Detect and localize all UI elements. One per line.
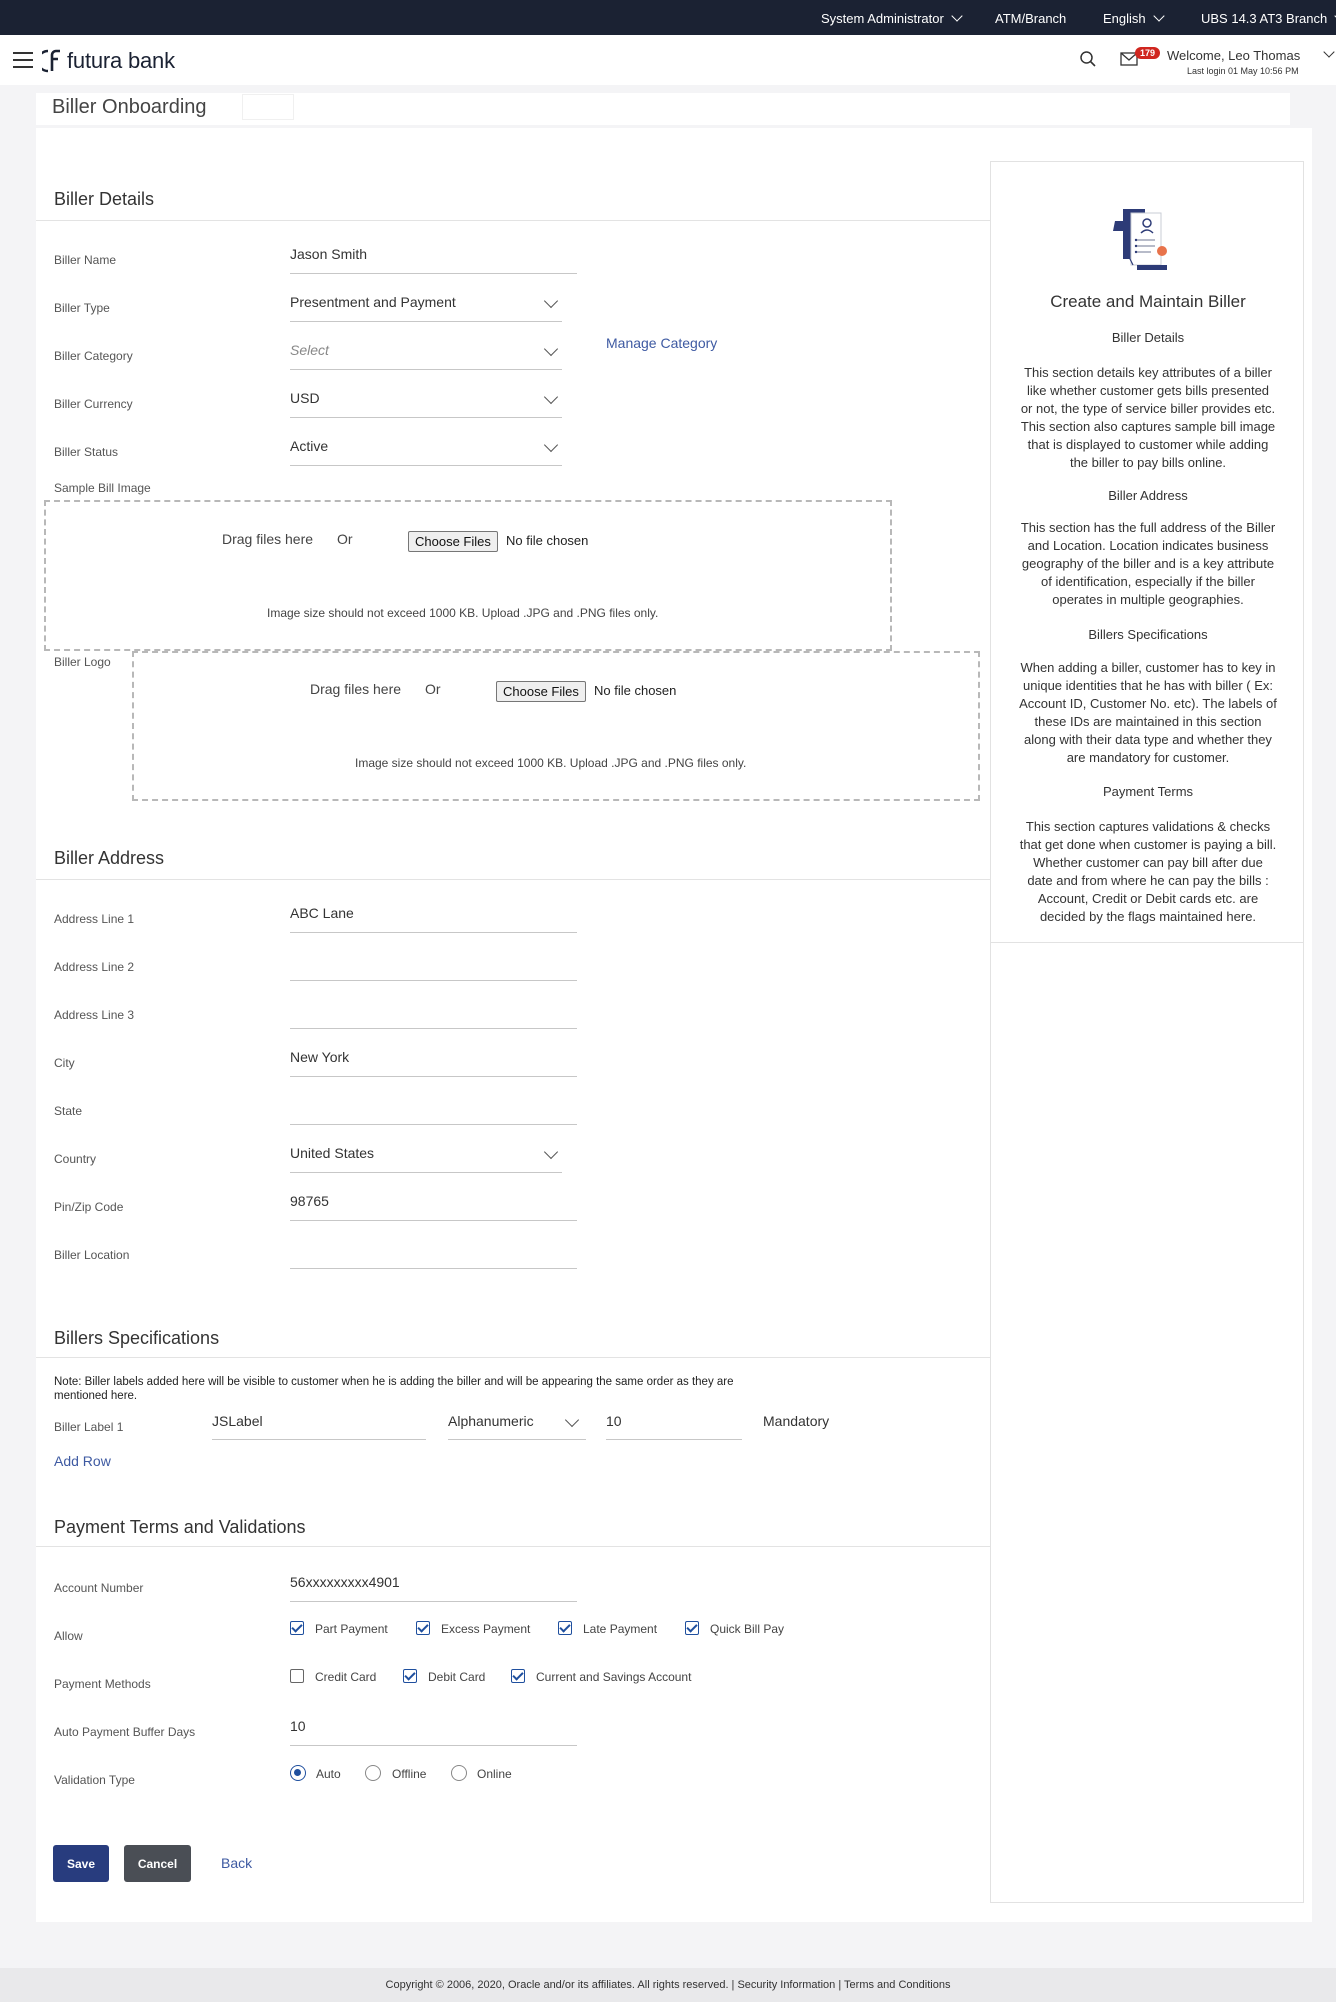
- input-underline: [290, 1076, 577, 1077]
- section-divider: [36, 879, 990, 880]
- biller-logo-dropzone[interactable]: [132, 651, 980, 801]
- help-s3-title: Billers Specifications: [1088, 627, 1208, 642]
- state-label: State: [54, 1104, 83, 1118]
- section-divider: [36, 220, 990, 221]
- auto-label: Auto: [316, 1767, 341, 1781]
- bank-logo[interactable]: [42, 47, 175, 75]
- section-title-payment-terms: Payment Terms and Validations: [54, 1517, 306, 1537]
- manage-category-link[interactable]: Manage Category: [606, 335, 718, 351]
- buffer-days-label: Auto Payment Buffer Days: [54, 1725, 196, 1739]
- biller-type-label: Biller Type: [54, 301, 110, 315]
- online-radio[interactable]: [451, 1765, 467, 1781]
- chevron-down-icon: [1153, 10, 1164, 21]
- footer: [0, 1968, 1336, 2002]
- sample-bill-dropzone[interactable]: [44, 500, 892, 651]
- quick-bill-pay-checkbox[interactable]: [685, 1621, 699, 1635]
- biller-category-label: Biller Category: [54, 349, 133, 363]
- late-payment-label: Late Payment: [583, 1622, 658, 1636]
- part-payment-checkbox[interactable]: [290, 1621, 304, 1635]
- biller-category-select[interactable]: Select: [290, 342, 329, 358]
- biller-logo-label: Biller Logo: [54, 655, 111, 669]
- biller-name-label: Biller Name: [54, 253, 117, 267]
- city-label: City: [54, 1056, 75, 1070]
- excess-payment-checkbox[interactable]: [416, 1621, 430, 1635]
- validation-type-label: Validation Type: [54, 1773, 135, 1787]
- input-underline: [290, 273, 577, 274]
- input-underline: [290, 1220, 577, 1221]
- choose-files-button[interactable]: Choose Files: [408, 531, 498, 552]
- top-bar: [0, 0, 1336, 35]
- input-underline: [448, 1439, 586, 1440]
- offline-label: Offline: [392, 1767, 427, 1781]
- input-underline: [290, 417, 562, 418]
- city-input[interactable]: New York: [290, 1049, 350, 1065]
- help-s4-text: This section captures validations & checks that get done when customer is paying a bill. Whether customer can pay bill after due date and from where he can pay the bills : Account, Credit or Debit cards etc. are decided by the flags maintained here.: [1019, 819, 1277, 924]
- input-underline: [290, 980, 577, 981]
- account-number-label: Account Number: [54, 1581, 144, 1595]
- welcome-text[interactable]: Welcome, Leo Thomas: [1167, 48, 1301, 63]
- zip-code-label: Pin/Zip Code: [54, 1200, 124, 1214]
- input-underline: [290, 1028, 577, 1029]
- biller-currency-select[interactable]: USD: [290, 390, 320, 406]
- section-divider: [36, 1546, 990, 1547]
- or-text: Or: [425, 681, 441, 697]
- input-underline: [290, 369, 562, 370]
- biller-illustration-icon: [1109, 207, 1179, 271]
- mandatory-text: Mandatory: [763, 1413, 830, 1429]
- account-number-input[interactable]: 56xxxxxxxxx4901: [290, 1574, 400, 1590]
- help-s2-text: This section has the full address of the Biller and Location. Location indicates business geography of the biller and is a key attribute of identification, especially if the biller operates in multiple geographies.: [1020, 520, 1276, 607]
- branch-label: UBS 14.3 AT3 Branch: [1201, 11, 1328, 26]
- atm-branch-link[interactable]: ATM/Branch: [995, 11, 1067, 26]
- title-placeholder-box: [242, 94, 294, 120]
- drag-files-text: Drag files here: [310, 681, 402, 697]
- biller-status-select[interactable]: Active: [290, 438, 329, 454]
- save-button[interactable]: Save: [53, 1845, 109, 1882]
- input-underline: [290, 1124, 577, 1125]
- excess-payment-label: Excess Payment: [441, 1622, 531, 1636]
- role-dropdown[interactable]: [821, 11, 961, 26]
- search-icon[interactable]: [1079, 50, 1097, 68]
- upload-note: Image size should not exceed 1000 KB. Upload .JPG and .PNG files only.: [355, 756, 747, 770]
- cancel-button[interactable]: Cancel: [124, 1845, 191, 1882]
- country-select[interactable]: United States: [290, 1145, 375, 1161]
- quick-bill-pay-label: Quick Bill Pay: [710, 1622, 785, 1636]
- address-line1-input[interactable]: ABC Lane: [290, 905, 354, 921]
- back-link[interactable]: Back: [221, 1855, 253, 1871]
- address-line3-label: Address Line 3: [54, 1008, 135, 1022]
- no-file-chosen-text: No file chosen: [594, 683, 677, 698]
- futura-logo-icon: [42, 49, 64, 73]
- specifications-note-line1: Note: Biller labels added here will be visible to customer when he is adding the biller and will be appearing the same order as they are: [54, 1376, 734, 1388]
- section-title-biller-address: Biller Address: [54, 848, 165, 868]
- debit-card-label: Debit Card: [428, 1670, 486, 1684]
- payment-methods-label: Payment Methods: [54, 1677, 151, 1691]
- or-text: Or: [337, 531, 353, 547]
- drag-files-text: Drag files here: [222, 531, 314, 547]
- page-title: Biller Onboarding: [52, 96, 207, 118]
- brand-name: futura bank: [67, 48, 175, 73]
- address-line1-label: Address Line 1: [54, 912, 135, 926]
- input-underline: [290, 321, 562, 322]
- biller-status-label: Biller Status: [54, 445, 119, 459]
- language-label: English: [1103, 11, 1146, 26]
- menu-icon[interactable]: [13, 52, 33, 68]
- header: [0, 35, 1336, 85]
- language-dropdown[interactable]: [1103, 11, 1163, 26]
- address-line2-label: Address Line 2: [54, 960, 135, 974]
- part-payment-label: Part Payment: [315, 1622, 388, 1636]
- section-title-biller-details: Biller Details: [54, 189, 155, 209]
- last-login-text: Last login 01 May 10:56 PM: [1187, 66, 1299, 76]
- help-s4-title: Payment Terms: [1102, 784, 1194, 799]
- label-length-input[interactable]: 10: [606, 1413, 622, 1429]
- help-panel: [990, 161, 1304, 1903]
- label-type-select[interactable]: Alphanumeric: [448, 1413, 534, 1429]
- country-label: Country: [54, 1152, 97, 1166]
- input-underline: [290, 1172, 562, 1173]
- online-label: Online: [477, 1767, 512, 1781]
- allow-label: Allow: [54, 1629, 83, 1643]
- biller-name-input[interactable]: Jason Smith: [290, 246, 368, 262]
- chevron-down-icon: [951, 10, 962, 21]
- late-payment-checkbox[interactable]: [558, 1621, 572, 1635]
- title-band: [36, 93, 1290, 125]
- help-s2-title: Biller Address: [1108, 488, 1188, 503]
- zip-code-input[interactable]: 98765: [290, 1193, 329, 1209]
- credit-card-checkbox[interactable]: [290, 1669, 304, 1683]
- credit-card-label: Credit Card: [315, 1670, 377, 1684]
- upload-note: Image size should not exceed 1000 KB. Upload .JPG and .PNG files only.: [267, 606, 659, 620]
- input-underline: [212, 1439, 426, 1440]
- help-s3-text: When adding a biller, customer has to key in unique identities that he has with biller ( Ex: Account ID, Customer No. etc). The labels of these IDs are maintained in this section along with their data type and whether they are mandatory for customer.: [1019, 660, 1277, 765]
- help-divider: [991, 942, 1303, 943]
- offline-radio[interactable]: [365, 1765, 381, 1781]
- casa-checkbox[interactable]: [511, 1669, 525, 1683]
- input-underline: [290, 465, 562, 466]
- input-underline: [290, 932, 577, 933]
- mail-count-badge: 179: [1135, 47, 1160, 59]
- biller-type-select[interactable]: Presentment and Payment: [290, 294, 456, 310]
- input-underline: [290, 1601, 577, 1602]
- branch-dropdown[interactable]: [1201, 11, 1336, 26]
- input-underline: [290, 1745, 577, 1746]
- biller-location-label: Biller Location: [54, 1248, 130, 1262]
- biller-currency-label: Biller Currency: [54, 397, 133, 411]
- debit-card-checkbox[interactable]: [403, 1669, 417, 1683]
- buffer-days-input[interactable]: 10: [290, 1718, 306, 1734]
- biller-label-1-input[interactable]: JSLabel: [212, 1413, 263, 1429]
- biller-label-1-label: Biller Label 1: [54, 1420, 124, 1434]
- input-underline: [606, 1439, 742, 1440]
- sample-bill-image-label: Sample Bill Image: [54, 481, 151, 495]
- help-s1-title: Biller Details: [1111, 330, 1185, 345]
- add-row-link[interactable]: Add Row: [54, 1453, 111, 1469]
- no-file-chosen-text: No file chosen: [506, 533, 589, 548]
- help-s1-text: This section details key attributes of a biller like whether customer gets bills presented or not, the type of service biller provides etc. This section also captures sample bill image that is displayed to customer while adding the biller to pay bills online.: [1020, 365, 1276, 470]
- role-label: System Administrator: [821, 11, 944, 26]
- chevron-down-icon[interactable]: [1323, 46, 1334, 57]
- specifications-note-line2: mentioned here.: [54, 1390, 138, 1402]
- section-divider: [36, 1357, 990, 1358]
- casa-label: Current and Savings Account: [536, 1670, 692, 1684]
- input-underline: [290, 1268, 577, 1269]
- help-title: Create and Maintain Biller: [1050, 292, 1246, 311]
- section-title-billers-specifications: Billers Specifications: [54, 1328, 220, 1348]
- auto-radio[interactable]: [290, 1765, 306, 1781]
- footer-text[interactable]: Copyright © 2006, 2020, Oracle and/or its affiliates. All rights reserved. | Security Information | Terms and Conditions: [385, 1979, 951, 1991]
- choose-files-button[interactable]: Choose Files: [496, 681, 586, 702]
